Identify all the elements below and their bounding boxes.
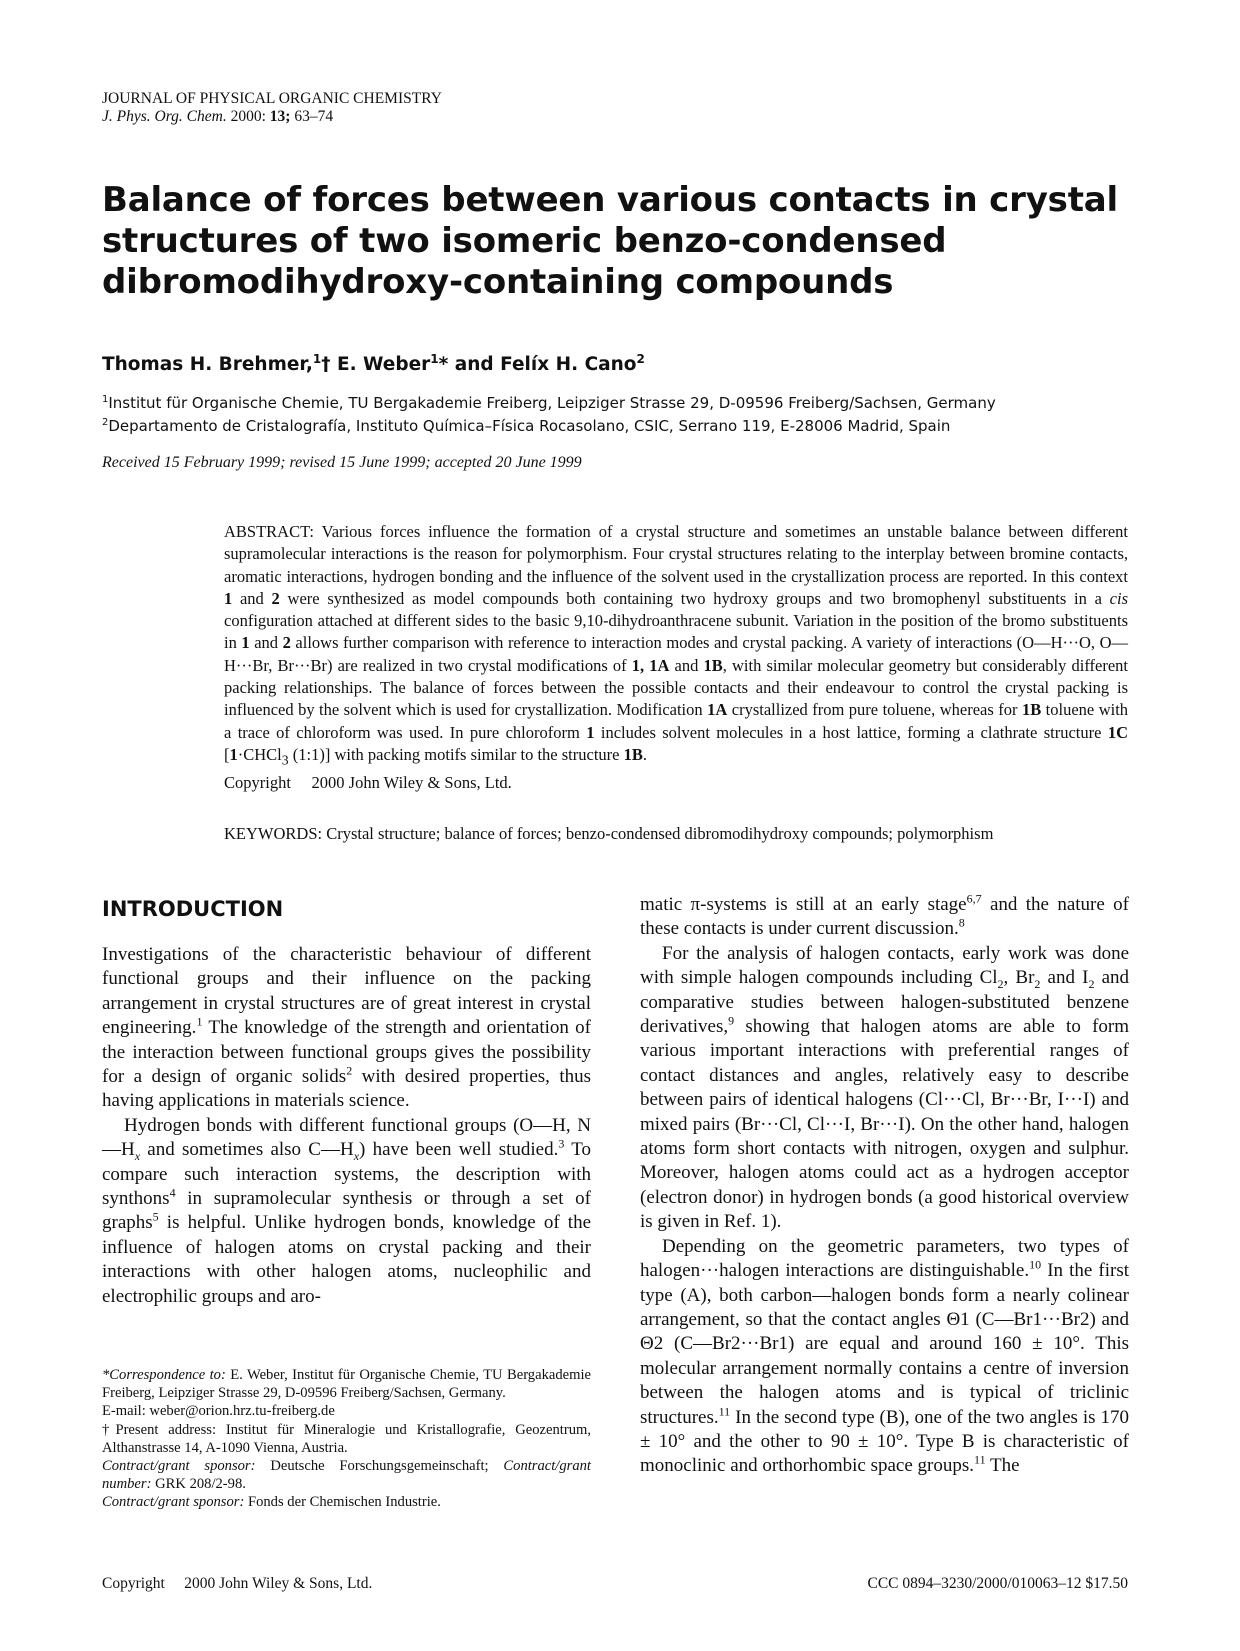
journal-pages: 63–74	[294, 108, 334, 125]
body-column-left	[102, 943, 591, 1309]
footer-copyright: Copyright 2000 John Wiley & Sons, Ltd.	[102, 1575, 373, 1592]
abstract-label: ABSTRACT:	[224, 522, 314, 541]
author-mark: †	[321, 354, 331, 376]
journal-volume: 13;	[269, 108, 291, 125]
reference-link[interactable]: 9	[728, 1013, 735, 1028]
reference-link[interactable]: 11	[718, 1404, 731, 1419]
paragraph: Hydrogen bonds with different functional groups (O—H, $N—H_x$ and sometimes also $C—H_x$) have been well studied.$^3$ To compare such interaction systems, the description with synthons$^4$ in supramolecular synthesis or through a set of graphs$^5$ is helpful. Unlike hydrogen bonds, knowledge of the influence of halogen atoms on crystal packing and their interactions with other halogen atoms, nucleophilic and electrophilic groups and aro-	[102, 1114, 592, 1307]
footer-ccc-code: CCC 0894–3230/2000/010063–12 $17.50	[867, 1575, 1128, 1592]
paragraph: For the analysis of halogen contacts, early work was done with simple halogen compounds including $Cl_2$, $Br_2$ and $I_2$ and comparative studies between halogen-substituted benzene derivatives,$^9$ showing that halogen atoms are able to form various important interactions with preferential ranges of contact distances and angles, relatively easy to describe between pairs of identical halogens (Cl···Cl, Br···Br, I···I) and mixed pairs (Br···Cl, Cl···I, Br···I). On the other hand, halogen atoms form short contacts with nitrogen, oxygen and sulphur. Moreover, halogen atoms could act as a hydrogen acceptor (electron donor) in hydrogen bonds (a good historical overview is given in Ref. 1).	[640, 942, 1130, 1233]
affiliation-sup: 1	[102, 394, 109, 405]
author-weber: E. Weber	[336, 354, 431, 376]
reference-link[interactable]: 11	[974, 1453, 986, 1468]
received-dates: Received 15 February 1999; revised 15 June 1999; accepted 20 June 1999	[102, 454, 582, 471]
footnotes	[102, 1366, 591, 1512]
reference-link[interactable]: 2	[346, 1063, 353, 1078]
affiliation-text: Departamento de Cristalografía, Instituto Química–Física Rocasolano, CSIC, Serrano 119, E-28006 Madrid, Spain	[108, 417, 951, 435]
affiliation-sup: 2	[102, 417, 109, 428]
affiliation-1	[102, 390, 996, 413]
journal-name: JOURNAL OF PHYSICAL ORGANIC CHEMISTRY	[102, 90, 442, 107]
section-heading-introduction: INTRODUCTION	[102, 897, 284, 921]
journal-citation	[102, 108, 442, 126]
reference-link[interactable]: 1	[196, 1014, 203, 1029]
affiliations	[102, 390, 996, 436]
reference-link[interactable]: 4	[169, 1185, 176, 1200]
keywords-text: Crystal structure; balance of forces; benzo-condensed dibromodihydroxy compounds; polymorphism	[326, 824, 994, 843]
author-cano: Felíx H. Cano	[500, 354, 637, 376]
paper-title: Balance of forces between various contacts in crystal structures of two isomeric benzo-condensed dibromodihydroxy-containing compounds	[102, 180, 1118, 302]
reference-link[interactable]: 3	[558, 1136, 565, 1151]
reference-link[interactable]: 10	[1029, 1257, 1042, 1272]
affiliation-2	[102, 413, 996, 436]
footnote-present-address: †Present address: Institut für Mineralogie und Kristallografie, Geozentrum, Althanstrasse 14, A-1090 Vienna, Austria.	[102, 1421, 591, 1456]
footnote-grant: Contract/grant sponsor: Deutsche Forschungsgemeinschaft; Contract/grant number: GRK 208/2-98.	[102, 1458, 591, 1493]
abstract: ABSTRACT: Various forces influence the formation of a crystal structure and sometimes an unstable balance between different supramolecular interactions is the reason for polymorphism. Four crystal structures relating to the interplay between bromine contacts, aromatic interactions, hydrogen bonding and the influence of the solvent used in the crystallization process are reported. In this context 1 and 2 were synthesized as model compounds both containing two hydroxy groups and two bromophenyl substituents in a cis configuration attached at different sides to the basic 9,10-dihydroanthracene subunit. Variation in the position of the bromo substituents in 1 and 2 allows further comparison with reference to interaction modes and crystal packing. A variety of interactions (O—H···O, O—H···Br, Br···Br) are realized in two crystal modifications of 1, 1A and 1B, with similar molecular geometry but considerably different packing relationships. The balance of forces between the possible contacts and their endeavour to control the crystal packing is influenced by the solvent which is used for crystallization. Modification 1A crystallized from pure toluene, whereas for 1B toluene with a trace of chloroform was used. In pure chloroform 1 includes solvent molecules in a host lattice, forming a clathrate structure 1C [1·CHCl$_3$ (1:1)] with packing motifs similar to the structure 1B. Copyright 2000 John Wiley & Sons, Ltd.	[224, 522, 1129, 792]
affiliation-text: Institut für Organische Chemie, TU Bergakademie Freiberg, Leipziger Strasse 29, D-09596 Freiberg/Sachsen, Germany	[108, 394, 996, 412]
footnote-correspondence: *Correspondence to: E. Weber, Institut für Organische Chemie, TU Bergakademie Freiberg, Leipziger Strasse 29, D-09596 Freiberg/Sachsen, Germany.	[102, 1367, 591, 1402]
author-and: and	[454, 354, 494, 376]
author-list	[102, 352, 645, 375]
footnote-email[interactable]: E-mail: weber@orion.hrz.tu-freiberg.de	[102, 1403, 335, 1420]
author-brehmer: Thomas H. Brehmer,	[102, 354, 313, 376]
body-column-right	[640, 893, 1129, 1479]
reference-link[interactable]: 8	[958, 916, 965, 931]
author-affil-sup: 1	[312, 352, 322, 366]
abstract-copyright: Copyright 2000 John Wiley & Sons, Ltd.	[224, 772, 512, 792]
paragraph: Investigations of the characteristic behaviour of different functional groups and their influence on the packing arrangement in crystal structures are of great interest in crystal engineering.$^1$ The knowledge of the strength and orientation of the interaction between functional groups gives the possibility for a design of organic solids$^2$ with desired properties, thus having applications in materials science.	[102, 944, 592, 1112]
footnote-grant-2: Contract/grant sponsor: Fonds der Chemischen Industrie.	[102, 1494, 441, 1511]
journal-abbrev: J. Phys. Org. Chem.	[102, 108, 227, 125]
paragraph: Depending on the geometric parameters, two types of halogen···halogen interactions are distinguishable.$^{10}$ In the first type (A), both carbon—halogen bonds form a nearly colinear arrangement, so that the contact angles Θ1 (C—Br1···Br2) and Θ2 (C—Br2···Br1) are equal and around 160 ± 10°. This molecular arrangement normally contains a centre of inversion between the halogen atoms and is typical of triclinic structures.$^{11}$ In the second type (B), one of the two angles is 170 ± 10° and the other to 90 ± 10°. Type B is characteristic of monoclinic and orthorhombic space groups.$^{11}$ The	[640, 1235, 1129, 1477]
journal-header	[102, 90, 442, 126]
keywords-label: KEYWORDS:	[224, 824, 323, 843]
journal-year: 2000:	[230, 108, 266, 125]
reference-link[interactable]: 6,7	[966, 891, 982, 906]
author-mark: *	[438, 354, 449, 376]
author-affil-sup: 2	[636, 352, 645, 366]
keywords	[224, 823, 1144, 845]
author-affil-sup: 1	[430, 352, 439, 366]
reference-link[interactable]: 5	[152, 1210, 159, 1225]
paragraph: matic π-systems is still at an early stage$^{6,7}$ and the nature of these contacts is under current discussion.$^8$	[640, 891, 1129, 940]
